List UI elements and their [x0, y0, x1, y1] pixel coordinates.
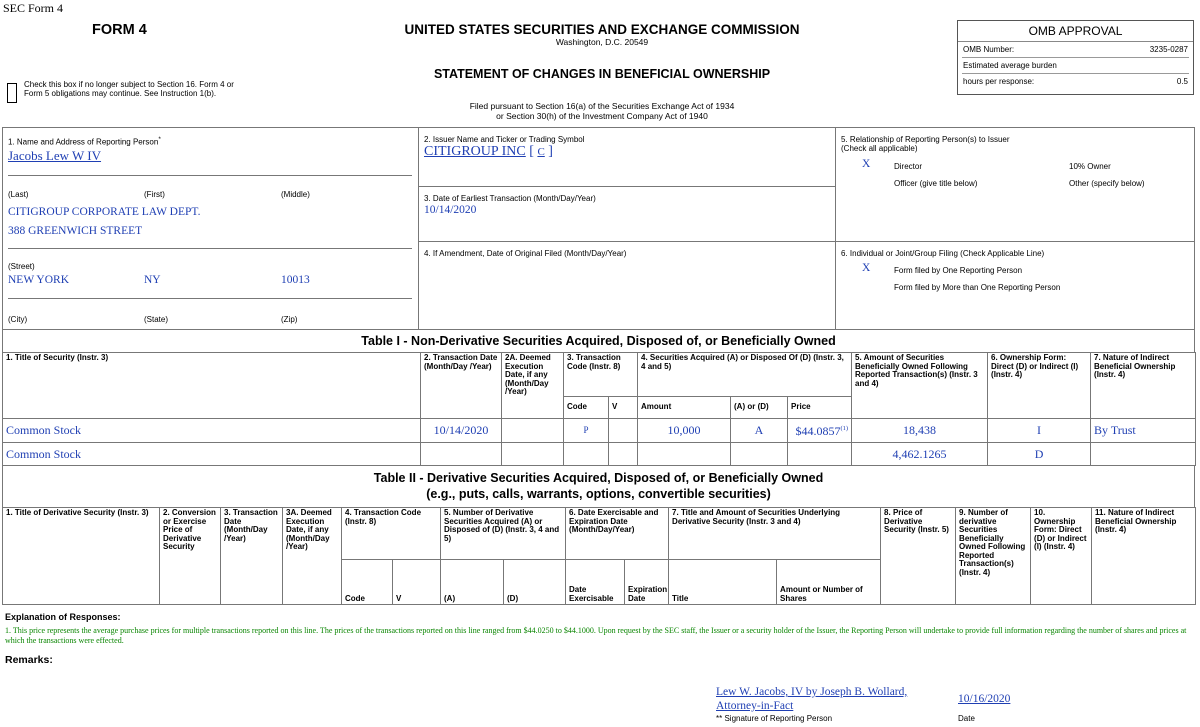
t1-r1-price: $44.0857: [795, 424, 841, 439]
t1-h-date: 2. Transaction Date (Month/Day /Year): [421, 353, 502, 419]
t2-h-d: (D): [504, 560, 566, 605]
agency-location: Washington, D.C. 20549: [555, 37, 649, 47]
t1-r2-owned: 4,462.1265: [852, 443, 988, 466]
t2-h-number: 5. Number of Derivative Securities Acquired (A) or Disposed of (D) (Instr. 3, 4 and 5): [441, 508, 566, 560]
omb-approval-box: [957, 20, 1194, 95]
last-label: (Last): [8, 190, 29, 199]
filed-line-1: Filed pursuant to Section 16(a) of the Securities Exchange Act of 1934: [469, 101, 735, 111]
street-label: (Street): [8, 262, 35, 271]
omb-number-row: [962, 42, 1189, 58]
footnote-1: 1. This price represents the average purchase prices for multiple transactions reported on this line. The prices of the transactions reported on this line ranged from $44.0250 to $44.1000. Upon request by the SEC staff, the Issuer or a security holder of the Issuer, the Reporting Person will undertake to provide full information regarding the number of shares and prices at which the transactions were effected.: [5, 626, 1187, 645]
ticker-bracket-open: [: [529, 144, 534, 159]
t1-r1-v: [609, 419, 638, 443]
ticker-bracket-close: ]: [548, 144, 553, 159]
signature-block: [716, 685, 907, 713]
explanation-label: Explanation of Responses:: [5, 612, 121, 622]
t1-h-nature: 7. Nature of Indirect Beneficial Ownership (Instr. 4): [1091, 353, 1196, 419]
t2-h-amount: Amount or Number of Shares: [777, 560, 881, 605]
t2-h-nature: 11. Nature of Indirect Beneficial Ownership (Instr. 4): [1092, 508, 1196, 605]
zip-label: (Zip): [281, 315, 298, 324]
director-label: Director: [894, 162, 923, 171]
relationship-label: 5. Relationship of Reporting Person(s) to Issuer: [841, 135, 1010, 144]
t2-h-exercisable: 6. Date Exercisable and Expiration Date (Month/Day/Year): [566, 508, 669, 560]
t1-h-price: Price: [788, 397, 852, 419]
t1-h-amount: Amount: [638, 397, 731, 419]
t1-r1-owned: 18,438: [852, 419, 988, 443]
reporting-person-label: 1. Name and Address of Reporting Person*: [8, 136, 161, 147]
reporting-person-cell: [2, 127, 419, 330]
table2-title-line2: (e.g., puts, calls, warrants, options, convertible securities): [426, 487, 771, 501]
address-line-1: CITIGROUP CORPORATE LAW DEPT.: [8, 206, 201, 218]
table-row: [3, 443, 1196, 466]
other-label: Other (specify below): [1069, 179, 1145, 188]
earliest-date-value: 10/14/2020: [424, 204, 477, 216]
t2-h-a: (A): [441, 560, 504, 605]
earliest-date-label: 3. Date of Earliest Transaction (Month/Day/Year): [424, 194, 596, 203]
signature-label: ** Signature of Reporting Person: [716, 714, 833, 723]
t1-h-form: 6. Ownership Form: Direct (D) or Indirect (I) (Instr. 4): [988, 353, 1091, 419]
issuer-cell: [418, 127, 836, 187]
t1-r2-v: [609, 443, 638, 466]
t1-r1-title: Common Stock: [3, 419, 421, 443]
t1-r2-deemed: [502, 443, 564, 466]
table2-title-line1: Table II - Derivative Securities Acquired, Disposed of, or Beneficially Owned: [373, 471, 824, 485]
divider: [8, 175, 412, 176]
issuer-label: 2. Issuer Name and Ticker or Trading Symbol: [424, 135, 585, 144]
earliest-date-cell: [418, 186, 836, 242]
issuer-value: [424, 144, 553, 160]
t1-r2-code: [564, 443, 609, 466]
t2-h-title: 1. Title of Derivative Security (Instr. 3): [3, 508, 160, 605]
remarks-label: Remarks:: [5, 654, 53, 666]
state-label: (State): [144, 315, 169, 324]
t1-r1-form: I: [988, 419, 1091, 443]
t1-r2-nature: [1091, 443, 1196, 466]
t1-r2-aord: [731, 443, 788, 466]
issuer-link[interactable]: CITIGROUP INC: [424, 144, 526, 159]
reporting-person-link[interactable]: Jacobs Lew W IV: [8, 148, 102, 163]
table2-title: [2, 465, 1195, 508]
t2-h-expiration: Expiration Date: [625, 560, 669, 605]
t1-h-title: 1. Title of Security (Instr. 3): [3, 353, 421, 419]
relationship-sub: (Check all applicable): [841, 144, 918, 153]
table1-title: Table I - Non-Derivative Securities Acquired, Disposed of, or Beneficially Owned: [2, 329, 1195, 353]
signature-date: 10/16/2020: [958, 693, 1011, 705]
state-value: NY: [144, 274, 161, 286]
t2-h-sec-title: Title: [669, 560, 777, 605]
omb-hours-row: [962, 74, 1189, 90]
table1: [2, 352, 1196, 466]
amendment-label: 4. If Amendment, Date of Original Filed (Month/Day/Year): [424, 249, 627, 258]
t1-r2-date: [421, 443, 502, 466]
filing-one-label: Form filed by One Reporting Person: [894, 266, 1023, 275]
t1-h-code-sub: Code: [564, 397, 609, 419]
omb-hours: 0.5: [1176, 77, 1188, 86]
t1-r2-form: D: [988, 443, 1091, 466]
t1-r2-amount: [638, 443, 731, 466]
t1-r1-amount: 10,000: [638, 419, 731, 443]
officer-label: Officer (give title below): [894, 179, 978, 188]
t2-h-code: 4. Transaction Code (Instr. 8): [342, 508, 441, 560]
director-mark[interactable]: X: [862, 158, 871, 170]
t1-h-securities: 4. Securities Acquired (A) or Disposed Of (D) (Instr. 3, 4 and 5): [638, 353, 852, 397]
t1-h-v: V: [609, 397, 638, 419]
first-label: (First): [144, 190, 165, 199]
ticker-link[interactable]: C: [537, 146, 545, 158]
t1-r1-date: 10/14/2020: [421, 419, 502, 443]
filing-cell: [835, 241, 1195, 330]
date-label: Date: [958, 714, 975, 723]
t1-r2-title: Common Stock: [3, 443, 421, 466]
t2-h-date: 3. Transaction Date (Month/Day /Year): [221, 508, 283, 605]
statement-title: STATEMENT OF CHANGES IN BENEFICIAL OWNERSHIP: [433, 67, 771, 81]
section16-checkbox[interactable]: [7, 83, 17, 103]
t2-h-price: 8. Price of Derivative Security (Instr. 5): [881, 508, 956, 605]
divider: [8, 298, 412, 299]
t2-h-form: 10. Ownership Form: Direct (D) or Indirect (I) (Instr. 4): [1031, 508, 1092, 605]
middle-label: (Middle): [281, 190, 310, 199]
signature-line-2[interactable]: Attorney-in-Fact: [716, 700, 794, 712]
t1-r2-price-cell: [788, 443, 852, 466]
section16-text: Check this box if no longer subject to Section 16. Form 4 or Form 5 obligations may continue. See Instruction 1(b).: [24, 80, 234, 98]
sec-form-label: SEC Form 4: [3, 1, 64, 15]
relationship-cell: [835, 127, 1195, 242]
city-label: (City): [8, 315, 28, 324]
zip-value: 10013: [281, 274, 310, 286]
t1-r1-code: P: [564, 419, 609, 443]
filed-line-2: or Section 30(h) of the Investment Company Act of 1940: [496, 111, 708, 121]
t2-h-deemed: 3A. Deemed Execution Date, if any (Month/Day /Year): [283, 508, 342, 605]
omb-hours-label: hours per response:: [963, 77, 1035, 86]
t1-h-deemed: 2A. Deemed Execution Date, if any (Month/Day /Year): [502, 353, 564, 419]
omb-burden-row: [962, 58, 1189, 74]
t1-r1-deemed: [502, 419, 564, 443]
filing-label: 6. Individual or Joint/Group Filing (Check Applicable Line): [841, 249, 1045, 258]
filed-pursuant: [372, 101, 832, 121]
amendment-cell: [418, 241, 836, 330]
t1-r1-price-cell: [788, 419, 852, 443]
t2-h-code-sub: Code: [342, 560, 393, 605]
t1-r1-aord: A: [731, 419, 788, 443]
city-value: NEW YORK: [8, 274, 70, 286]
t1-r1-nature: By Trust: [1091, 419, 1196, 443]
omb-title: OMB APPROVAL: [958, 21, 1193, 42]
omb-burden-label: Estimated average burden: [963, 61, 1057, 70]
form-number: FORM 4: [92, 22, 147, 38]
omb-number-label: OMB Number:: [963, 45, 1015, 54]
omb-number: 3235-0287: [1149, 45, 1188, 54]
t2-h-v: V: [393, 560, 441, 605]
table2: [2, 507, 1196, 605]
t2-h-underlying: 7. Title and Amount of Securities Underlying Derivative Security (Instr. 3 and 4): [669, 508, 881, 560]
agency-name: UNITED STATES SECURITIES AND EXCHANGE COMMISSION: [404, 22, 800, 37]
agency-heading: [372, 22, 832, 47]
filing-more-label: Form filed by More than One Reporting Person: [894, 283, 1061, 292]
t2-h-date-exercisable: Date Exercisable: [566, 560, 625, 605]
t1-h-code: 3. Transaction Code (Instr. 8): [564, 353, 638, 397]
t2-h-owned: 9. Number of derivative Securities Beneficially Owned Following Reported Transaction(s) (Instr. 4): [956, 508, 1031, 605]
ten-pct-label: 10% Owner: [1069, 162, 1111, 171]
filing-one-mark[interactable]: X: [862, 262, 871, 274]
divider: [8, 248, 412, 249]
address-line-2: 388 GREENWICH STREET: [8, 225, 143, 237]
t1-h-aord: (A) or (D): [731, 397, 788, 419]
signature-line-1[interactable]: Lew W. Jacobs, IV by Joseph B. Wollard,: [716, 686, 908, 698]
t1-r1-price-note[interactable]: (1): [840, 425, 849, 433]
table-row: [3, 419, 1196, 443]
t2-h-conversion: 2. Conversion or Exercise Price of Derivative Security: [160, 508, 221, 605]
t1-h-owned: 5. Amount of Securities Beneficially Owned Following Reported Transaction(s) (Instr. 3 and 4): [852, 353, 988, 419]
